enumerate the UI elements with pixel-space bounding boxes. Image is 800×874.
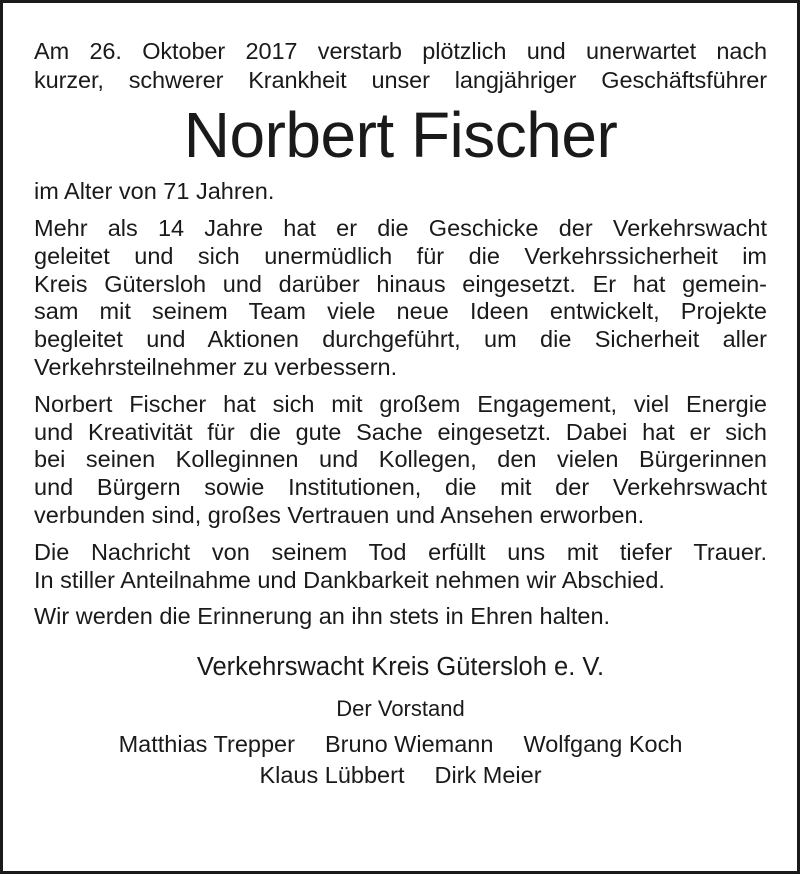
text-line: Die Nachricht von seinem Tod erfüllt uns mit tiefer Trauer.: [34, 538, 767, 565]
organization-name: Verkehrswacht Kreis Gütersloh e. V.: [196, 653, 605, 682]
signatory-name: Bruno Wiemann: [324, 731, 494, 758]
age-text: im Alter von 71 Jahren.: [34, 178, 275, 204]
signatories-row: [34, 760, 767, 791]
signatory-name: Wolfgang Koch: [523, 731, 683, 758]
text-line: Wir werden die Erinnerung an ihn stets in Ehren halten.: [34, 603, 611, 630]
intro-line: Am 26. Oktober 2017 verstarb plötzlich und unerwartet nach: [34, 38, 767, 64]
text-line: Mehr als 14 Jahre hat er die Geschicke der Verkehrswacht: [34, 215, 767, 241]
signatory-name: Klaus Lübbert: [259, 762, 405, 789]
signatories-row: [34, 729, 767, 760]
text-line: bei seinen Kolleginnen und Kollegen, den vielen Bürgerinnen: [34, 446, 767, 473]
text-line: Kreis Gütersloh und darüber hinaus eingesetzt. Er hat gemein-: [34, 270, 767, 297]
paragraph-remembrance: [34, 603, 767, 631]
text-line: und Bürgern sowie Institutionen, die mit der Verkehrswacht: [34, 474, 767, 501]
text-line: Norbert Fischer hat sich mit großem Engagement, viel Energie: [34, 390, 767, 417]
signatory-name: Matthias Trepper: [118, 731, 295, 758]
text-line: und Kreativität für die gute Sache eingesetzt. Dabei hat er sich: [34, 418, 767, 445]
text-line: sam mit seinem Team viele neue Ideen entwickelt, Projekte: [34, 298, 767, 325]
intro-line: kurzer, schwerer Krankheit unser langjähriger Geschäftsführer: [34, 67, 767, 93]
text-line: geleitet und sich unermüdlich für die Verkehrssicherheit im: [34, 242, 767, 269]
text-line: begleitet und Aktionen durchgeführt, um die Sicherheit aller: [34, 326, 767, 353]
text-line: In stiller Anteilnahme und Dankbarkeit nehmen wir Abschied.: [34, 566, 665, 593]
board-label: Der Vorstand: [336, 696, 465, 722]
text-line: Verkehrsteilnehmer zu verbessern.: [34, 353, 398, 380]
paragraph-engagement: [34, 391, 767, 530]
text-line: verbunden sind, großes Vertrauen und Ansehen erworben.: [34, 501, 645, 528]
deceased-name: Norbert Fischer: [183, 99, 618, 171]
paragraph-mourning: [34, 539, 767, 595]
signatory-name: Dirk Meier: [434, 762, 542, 789]
paragraph-tenure: [34, 215, 767, 382]
intro-text: [34, 37, 767, 95]
